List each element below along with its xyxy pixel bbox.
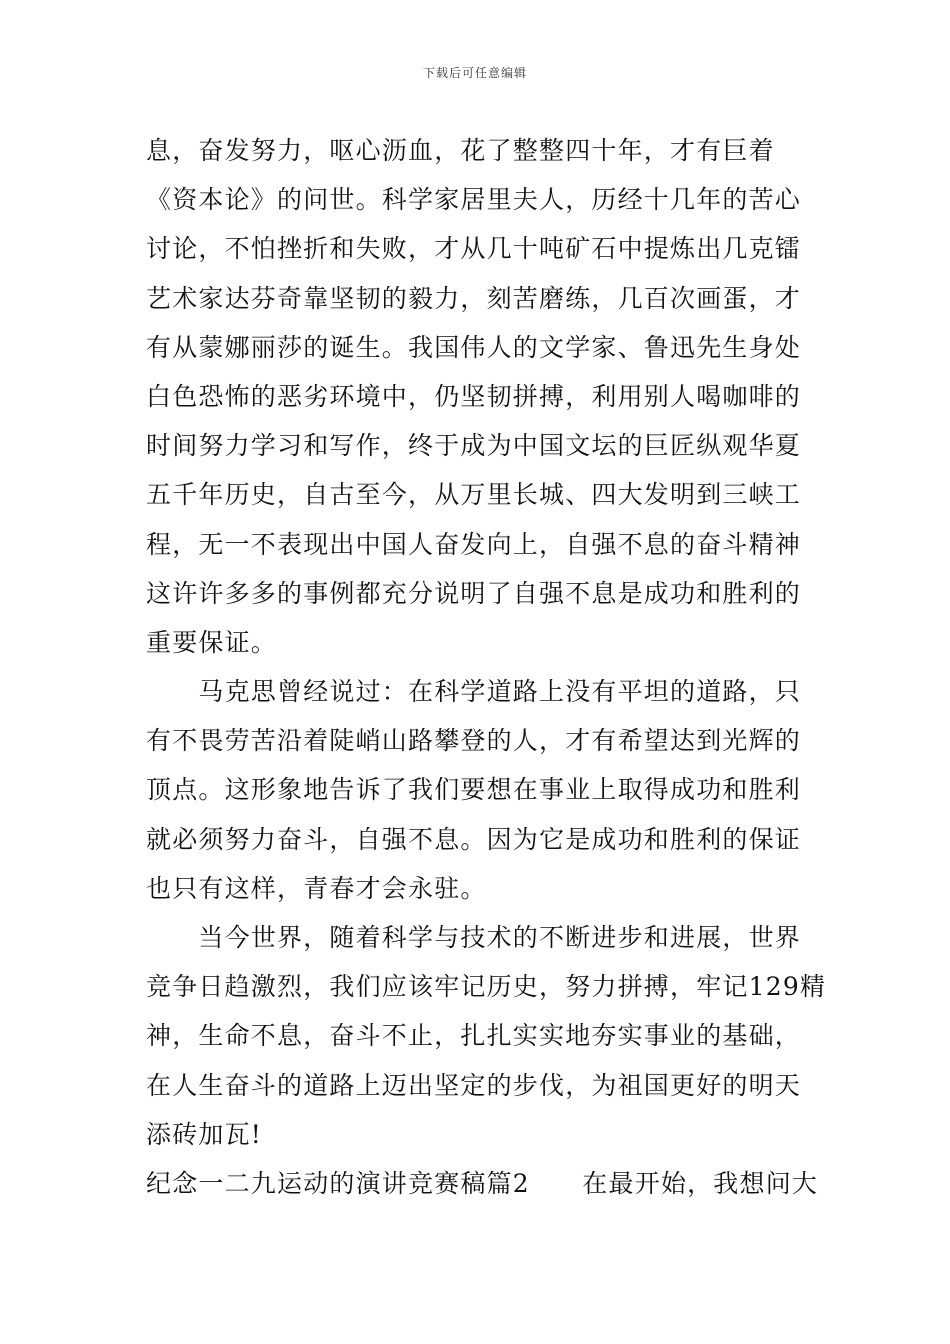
text-line: 讨论，不怕挫折和失败，才从几十吨矿石中提炼出几克镭 <box>146 234 802 264</box>
text-line: 这许许多多的事例都充分说明了自强不息是成功和胜利的 <box>146 578 802 608</box>
text-line: 添砖加瓦! <box>146 1119 263 1149</box>
page-header: 下载后可任意编辑 <box>422 66 527 80</box>
text-line: 重要保证。 <box>146 627 278 657</box>
text-line: 马克思曾经说过：在科学道路上没有平坦的道路，只 <box>146 677 802 707</box>
body-text <box>146 126 827 1208</box>
text-line: 就必须努力奋斗，自强不息。因为它是成功和胜利的保证 <box>146 824 802 854</box>
text-line: 时间努力学习和写作，终于成为中国文坛的巨匠纵观华夏 <box>146 431 802 461</box>
text-line: 当今世界，随着科学与技术的不断进步和进展，世界 <box>146 923 802 952</box>
text-line: 五千年历史，自古至今，从万里长城、四大发明到三峡工 <box>146 480 802 510</box>
text-line: 艺术家达芬奇靠坚韧的毅力，刻苦磨练，几百次画蛋，才 <box>146 283 802 313</box>
text-line: 也只有这样，青春才会永驻。 <box>146 873 487 903</box>
text-line: 程，无一不表现出中国人奋发向上，自强不息的奋斗精神 <box>146 529 802 559</box>
text-line: 有不畏劳苦沿着陡峭山路攀登的人，才有希望达到光辉的 <box>146 726 802 756</box>
text-line: 有从蒙娜丽莎的诞生。我国伟人的文学家、鲁迅先生身处 <box>146 332 802 362</box>
text-line: 纪念一二九运动的演讲竞赛稿篇2 在最开始，我想问大 <box>146 1168 819 1198</box>
text-line: 息，奋发努力，呕心沥血，花了整整四十年，才有巨着 <box>146 136 775 165</box>
text-line: 在人生奋斗的道路上迈出坚定的步伐，为祖国更好的明天 <box>146 1070 802 1100</box>
text-line: 神，生命不息，奋斗不止，扎扎实实地夯实事业的基础， <box>146 1021 802 1051</box>
text-line: 白色恐怖的恶劣环境中，仍坚韧拼搏，利用别人喝咖啡的 <box>146 381 802 411</box>
text-line: 《资本论》的问世。科学家居里夫人，历经十几年的苦心 <box>146 185 802 215</box>
text-line: 顶点。这形象地告诉了我们要想在事业上取得成功和胜利 <box>146 775 802 805</box>
text-line: 竞争日趋激烈，我们应该牢记历史，努力拼搏，牢记129精 <box>146 972 827 1002</box>
